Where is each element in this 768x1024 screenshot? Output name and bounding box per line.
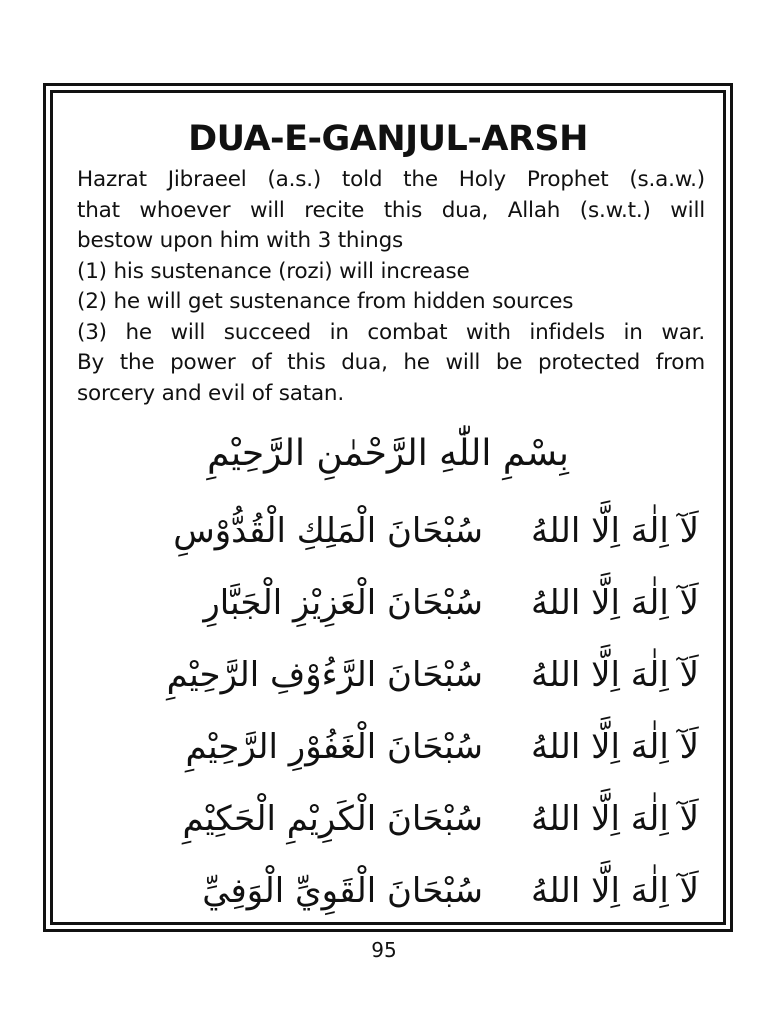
verse-second-part: سُبْحَانَ الْغَفُوْرِ الرَّحِيْمِ xyxy=(185,727,483,767)
verse-row xyxy=(73,855,703,927)
verse-second-part: سُبْحَانَ الرَّءُوْفِ الرَّحِيْمِ xyxy=(166,655,483,695)
verse-row xyxy=(73,711,703,783)
verse-first-part: لَآ اِلٰهَ اِلَّا اللهُ xyxy=(531,511,699,551)
verse-first-part: لَآ اِلٰهَ اِلَّا اللهُ xyxy=(531,799,699,839)
intro-paragraph xyxy=(77,165,705,409)
verse-first-part: لَآ اِلٰهَ اِلَّا اللهُ xyxy=(531,871,699,911)
page-number: 95 xyxy=(371,938,397,962)
verse-row xyxy=(73,639,703,711)
intro-line-8: sorcery and evil of satan. xyxy=(77,380,344,406)
intro-line-5: (2) he will get sustenance from hidden sources xyxy=(77,289,574,314)
verse-row xyxy=(73,783,703,855)
outer-border-frame xyxy=(43,83,733,932)
bismillah: بِسْمِ اللّٰهِ الرَّحْمٰنِ الرَّحِيْمِ xyxy=(207,433,569,474)
verse-row xyxy=(73,567,703,639)
page-title: DUA-E-GANJUL-ARSH xyxy=(188,119,588,159)
arabic-dua-block xyxy=(73,425,703,927)
intro-line-6: (3) he will succeed in combat with infidels in war. xyxy=(77,319,705,345)
verse-second-part: سُبْحَانَ الْكَرِيْمِ الْحَكِيْمِ xyxy=(182,799,483,839)
inner-border-frame xyxy=(50,90,726,925)
intro-line-4: (1) his sustenance (rozi) will increase xyxy=(77,258,470,284)
verse-second-part: سُبْحَانَ الْمَلِكِ الْقُدُّوْسِ xyxy=(173,511,483,551)
intro-line-2: that whoever will recite this dua, Allah (s.w.t.) will xyxy=(77,197,705,223)
verse-second-part: سُبْحَانَ الْعَزِيْزِ الْجَبَّارِ xyxy=(203,583,483,623)
verse-first-part: لَآ اِلٰهَ اِلَّا اللهُ xyxy=(531,655,699,695)
intro-line-7: By the power of this dua, he will be protected from xyxy=(77,350,705,375)
verse-row xyxy=(73,495,703,567)
intro-line-1: Hazrat Jibraeel (a.s.) told the Holy Prophet (s.a.w.) xyxy=(77,167,705,192)
verse-first-part: لَآ اِلٰهَ اِلَّا اللهُ xyxy=(531,583,699,623)
verse-first-part: لَآ اِلٰهَ اِلَّا اللهُ xyxy=(531,727,699,767)
verse-second-part: سُبْحَانَ الْقَوِيِّ الْوَفِيِّ xyxy=(202,871,483,911)
intro-line-3: bestow upon him with 3 things xyxy=(77,228,404,253)
